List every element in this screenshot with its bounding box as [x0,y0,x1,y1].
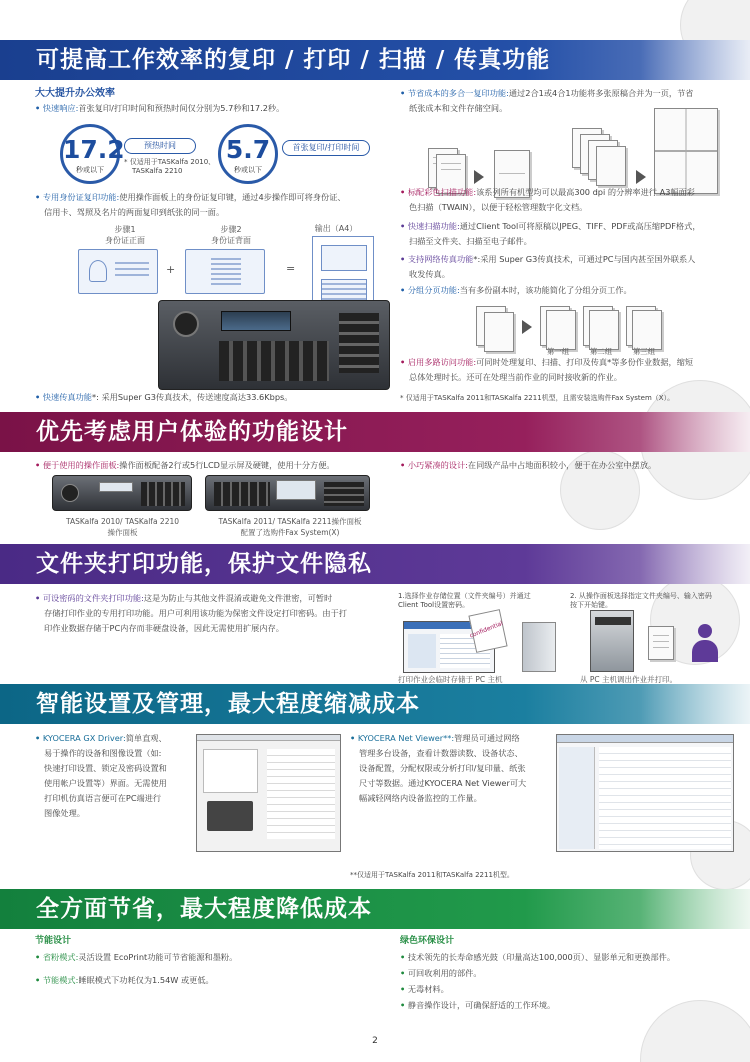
arrow-icon [474,170,484,184]
warmup-note: * 仅适用于TASKalfa 2010、 TASKalfa 2210 [124,158,216,175]
combined-page-icon [654,108,718,194]
original-pages-icon [596,146,626,186]
subheading: 大大提升办公效率 [35,88,115,99]
section-title: 全方面节省，最大程度降低成本 [36,896,372,922]
folder-caption-left: 打印作业会临时存储于 PC 主机 [398,675,503,684]
section-title: 可提高工作效率的复印 / 打印 / 扫描 / 传真功能 [36,47,551,73]
group-label: 第三组 [632,347,656,356]
group-stack-icon [589,310,619,350]
green-item: • 技术领先的长寿命感光鼓（印量高达100,000页）、显影单元和更换部件。 [400,952,676,962]
page-number: 2 [372,1036,378,1046]
green-item: • 静音操作设计，可确保舒适的工作环境。 [400,1000,556,1010]
folder-caption-right: 从 PC 主机调出作业并打印。 [580,675,678,684]
section-banner-folder-print [0,544,750,584]
green-item: • 无毒材料。 [400,984,449,994]
printer-icon [590,610,634,672]
gx-driver-screenshot [196,734,341,852]
confidential-stamp: confidential [468,619,504,640]
group-stack-icon [632,310,662,350]
section-title: 优先考虑用户体验的功能设计 [36,419,348,445]
section-banner-user-experience [0,412,750,452]
warmup-unit: 秒或以下 [76,166,104,174]
first-copy-stat [218,124,278,184]
energy-heading: 节能设计 [35,936,72,946]
net-viewer-footnote: **仅适用于TASKalfa 2011和TASKalfa 2211机型。 [350,871,514,879]
folder-step1: 1.选择作业存储位置（文件夹编号）并通过 Client Tool设置密码。 [398,592,531,609]
confidential-doc-icon [468,609,507,653]
panel-image-2011 [205,475,370,511]
panel-item: • 便于使用的操作面板:操作面板配备2行或5行LCD显示屏及硬键，使用十分方便。 [35,460,335,470]
group-label: 第二组 [589,347,613,356]
equals-sign: = [286,262,296,275]
section-banner-management [0,684,750,724]
password-print-item: • 可设密码的文件夹打印功能:这是为防止与其他文件混淆或避免文件泄密，可暂时 存储打印作业的专用打印功能。用户可利用该功能为保密文件设定打印密码。由于打 印作业数据存储于PC内存而非硬盘设备，因此无需使用扩展内存。 [35,593,347,633]
warmup-stat [60,124,125,184]
user-icon [692,624,718,664]
multi-access-item: • 启用多路访问功能:可同时处理复印、扫描、打印及传真*等多份作业数据，缩短 总体处理时长。还可在处理当前作业的同时接收新的作业。 [400,357,694,382]
net-viewer-screenshot [556,734,734,852]
gx-driver-item: • KYOCERA GX Driver:简单直观、 易于操作的设备和图像设置（如: 快速打印设置、锁定及密码设置和 使用帐户设置等）界面。无需使用 打印机仿真语言便可在PC端进行 图像处理。 [35,733,167,818]
fax-footnote: * 仅适用于TASKalfa 2011和TASKalfa 2211机型，且需安装选购件Fax System（X）。 [400,394,675,402]
step2-caption: 步骤2 身份证背面 [211,225,251,245]
group-label: 第一组 [546,347,570,356]
panel-image-2010 [52,475,192,511]
sleep-mode-item: • 节能模式:睡眠模式下功耗仅为1.54W 或更低。 [35,975,214,985]
net-viewer-item: • KYOCERA Net Viewer**:管理员可通过网络 管理多台设备，查看计数器读数、设备状态、 设备配置，分配权限或分析打印/复印量、纸张 尺寸等数据。通过KYOCERA Net Viewer可大 幅减轻网络内设备监控的工作量。 [350,733,527,803]
group-copy-item: • 分组分页功能:当有多份副本时，该功能简化了分组分页工作。 [400,285,632,295]
quick-response-item: • 快速响应:首张复印/打印时间和预热时间仅分别为5.7秒和17.2秒。 [35,103,285,113]
quick-scan-item: • 快速扫描功能:通过Client Tool可将原稿以JPEG、TIFF、PDF或高压缩PDF格式， 扫描至文件夹、扫描至电子邮件。 [400,221,701,246]
output-caption: 输出（A4） [314,224,358,233]
net-fax-item: • 支持网络传真功能*:采用 Super G3传真技术，可通过PC与国内甚至国外联系人 收发传真。 [400,254,696,279]
cost-saving-item: • 节省成本的多合一复印功能:通过2合1或4合1功能将多张原稿合并为一页，节省 纸张成本和文件存储空间。 [400,88,694,113]
id-copy-item: • 专用身份证复印功能:使用操作面板上的身份证复印键，通过4步操作即可将身份证、 信用卡、驾照及名片的两面复印到纸张的同一面。 [35,192,346,217]
warmup-tag: 预热时间 [124,138,196,154]
folder-step2: 2. 从操作面板选择指定文件夹编号、输入密码 按下开始键。 [570,592,712,609]
warmup-value: 17.2 [63,135,125,164]
fast-fax-item: • 快速传真功能*: 采用Super G3传真技术，传送速度高达33.6Kbps。 [35,392,293,402]
arrow-icon [636,170,646,184]
green-item: • 可回收利用的部件。 [400,968,482,978]
panel-caption-2010: TASKalfa 2010/ TASKalfa 2210 操作面板 [65,517,180,537]
plus-sign: + [166,263,176,276]
first-copy-tag: 首张复印/打印时间 [282,140,370,156]
printed-page-icon [648,626,674,660]
control-panel-image [158,300,390,390]
server-icon [522,622,556,672]
original-pages-icon [484,312,514,352]
eco-print-item: • 省粉模式:灵活设置 EcoPrint功能可节省能源和墨粉。 [35,952,238,962]
section-title: 智能设置及管理，最大程度缩减成本 [36,691,420,717]
group-stack-icon [546,310,576,350]
arrow-icon [522,320,532,334]
green-heading: 绿色环保设计 [400,936,455,946]
section-banner-productivity [0,40,750,80]
first-copy-value: 5.7 [225,135,271,164]
compact-item: • 小巧紧凑的设计:在同级产品中占地面积较小，便于在办公室中摆放。 [400,460,657,470]
panel-caption-2011: TASKalfa 2011/ TASKalfa 2211操作面板 配置了选购件Fax System(X) [218,517,362,537]
section-banner-savings [0,889,750,929]
id-card-back [185,249,265,294]
step1-caption: 步骤1 身份证正面 [105,225,145,245]
first-copy-unit: 秒或以下 [234,166,262,174]
color-scan-item: • 标配彩色扫描功能:该系列所有机型均可以最高300 dpi 的分辨率进行 A3幅面彩 色扫描（TWAIN），以便于轻松管理数字化文档。 [400,187,695,212]
section-title: 文件夹打印功能，保护文件隐私 [36,551,372,577]
id-card-front [78,249,158,294]
